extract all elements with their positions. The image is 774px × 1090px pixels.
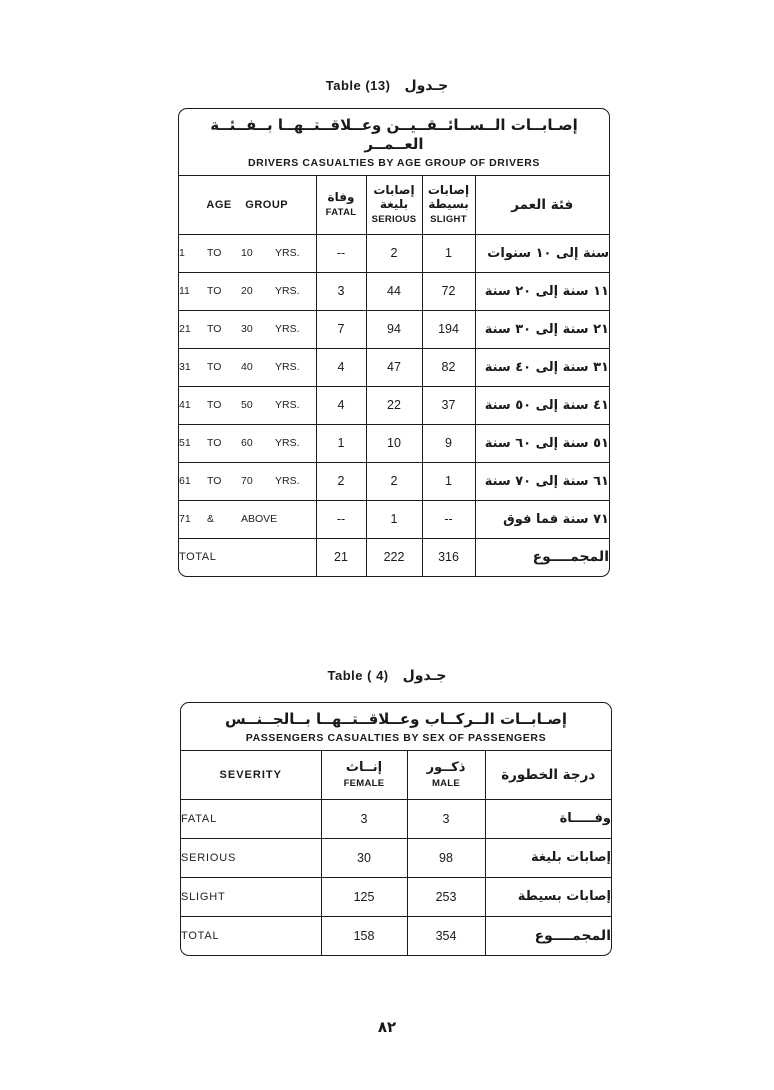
female-count-cell: 125 — [321, 877, 407, 916]
passengers-table-title-english: PASSENGERS CASUALTIES BY SEX OF PASSENGERS — [245, 731, 547, 744]
female-count-cell: 30 — [321, 838, 407, 877]
drivers-table-title-arabic: إصـابــات الــســائــقــيــن وعــلاقــتــهــا بــفــئــة العــمــر — [210, 116, 578, 153]
total-female-cell: 158 — [321, 916, 407, 955]
age-group-arabic-column-header: فئة العمر — [475, 176, 609, 235]
drivers-table-caption-arabic: جـدول — [404, 78, 449, 94]
female-header-english: FEMALE — [343, 777, 385, 789]
table-row — [181, 799, 611, 838]
male-header-arabic: ذكــور — [426, 759, 466, 775]
total-serious-cell: 222 — [366, 538, 422, 576]
total-male-cell: 354 — [407, 916, 485, 955]
severity-cell: FATAL — [181, 799, 321, 838]
passengers-table-title-arabic: إصـابــات الــركــاب وعــلاقــتــهــا بــالجــنــس — [225, 710, 567, 728]
age-range-arabic-cell: ٣١ سنة إلى ٤٠ سنة — [475, 348, 609, 386]
total-row — [181, 916, 611, 955]
passengers-casualties-table — [180, 702, 612, 956]
severity-arabic-cell: إصابات بليغة — [485, 838, 611, 877]
fatal-count-cell: 4 — [316, 386, 366, 424]
age-range-arabic-cell: ٦١ سنة إلى ٧٠ سنة — [475, 462, 609, 500]
age-range-arabic-cell: ٢١ سنة إلى ٣٠ سنة — [475, 310, 609, 348]
age-range-cell: 1 TO 10 YRS. — [179, 234, 316, 272]
slight-column-header — [422, 176, 475, 235]
total-label-arabic-cell: المجمــــوع — [532, 549, 609, 565]
total-label-cell: TOTAL — [179, 538, 316, 576]
female-header-arabic: إنــاث — [345, 759, 383, 775]
total-slight-cell: 316 — [422, 538, 475, 576]
age-range-cell: 61 TO 70 YRS. — [179, 462, 316, 500]
table-row — [179, 234, 609, 272]
slight-count-cell: -- — [422, 500, 475, 538]
fatal-header-arabic: وفاة — [327, 190, 355, 205]
age-range-arabic-cell: سنة إلى ١٠ سنوات — [475, 234, 609, 272]
fatal-column-header — [316, 176, 366, 235]
serious-count-cell: 22 — [366, 386, 422, 424]
slight-count-cell: 1 — [422, 462, 475, 500]
severity-cell: SLIGHT — [181, 877, 321, 916]
age-range-cell: 71 & ABOVE — [179, 500, 316, 538]
slight-count-cell: 9 — [422, 424, 475, 462]
table-row — [181, 838, 611, 877]
total-label-arabic-cell: المجمــــوع — [534, 927, 611, 944]
severity-column-header: SEVERITY — [181, 751, 321, 800]
slight-count-cell: 72 — [422, 272, 475, 310]
male-column-header — [407, 751, 485, 800]
serious-count-cell: 2 — [366, 462, 422, 500]
age-range-cell: 21 TO 30 YRS. — [179, 310, 316, 348]
male-count-cell: 98 — [407, 838, 485, 877]
male-count-cell: 3 — [407, 799, 485, 838]
drivers-table-grid — [179, 176, 609, 576]
age-range-cell: 41 TO 50 YRS. — [179, 386, 316, 424]
passengers-table-title-block — [181, 703, 611, 751]
drivers-table-title-english: DRIVERS CASUALTIES BY AGE GROUP OF DRIVERS — [247, 156, 541, 169]
age-group-column-header: AGE GROUP — [179, 176, 316, 235]
male-header-english: MALE — [431, 777, 461, 789]
passengers-table-grid — [181, 751, 611, 955]
serious-count-cell: 10 — [366, 424, 422, 462]
slight-count-cell: 37 — [422, 386, 475, 424]
drivers-table-caption — [0, 78, 774, 94]
table-row — [179, 348, 609, 386]
serious-count-cell: 47 — [366, 348, 422, 386]
slight-header-english: SLIGHT — [430, 213, 467, 225]
fatal-header-english: FATAL — [325, 206, 357, 218]
passengers-table-caption — [0, 668, 774, 684]
serious-count-cell: 1 — [366, 500, 422, 538]
fatal-count-cell: -- — [316, 500, 366, 538]
serious-count-cell: 94 — [366, 310, 422, 348]
drivers-header-row — [179, 176, 609, 235]
drivers-table-caption-english: Table (13) — [325, 78, 391, 93]
drivers-casualties-table — [178, 108, 610, 577]
male-count-cell: 253 — [407, 877, 485, 916]
fatal-count-cell: 7 — [316, 310, 366, 348]
serious-count-cell: 44 — [366, 272, 422, 310]
age-range-cell: 31 TO 40 YRS. — [179, 348, 316, 386]
severity-cell: SERIOUS — [181, 838, 321, 877]
age-range-cell: 11 TO 20 YRS. — [179, 272, 316, 310]
age-range-arabic-cell: ١١ سنة إلى ٢٠ سنة — [475, 272, 609, 310]
serious-header-english: SERIOUS — [371, 213, 417, 225]
severity-arabic-column-header: درجة الخطورة — [485, 751, 611, 800]
female-count-cell: 3 — [321, 799, 407, 838]
severity-arabic-cell: إصابات بسيطة — [485, 877, 611, 916]
table-row — [179, 386, 609, 424]
serious-count-cell: 2 — [366, 234, 422, 272]
table-row — [179, 424, 609, 462]
serious-header-arabic: إصابات بليغة — [373, 183, 415, 211]
passengers-header-row — [181, 751, 611, 800]
slight-count-cell: 82 — [422, 348, 475, 386]
slight-header-arabic: إصابات بسيطة — [427, 183, 470, 211]
page-number: ٨٢ — [377, 1018, 397, 1036]
total-row — [179, 538, 609, 576]
slight-count-cell: 194 — [422, 310, 475, 348]
age-range-cell: 51 TO 60 YRS. — [179, 424, 316, 462]
table-row — [181, 877, 611, 916]
table-row — [179, 272, 609, 310]
age-range-arabic-cell: ٧١ سنة فما فوق — [475, 500, 609, 538]
age-range-arabic-cell: ٥١ سنة إلى ٦٠ سنة — [475, 424, 609, 462]
fatal-count-cell: 3 — [316, 272, 366, 310]
fatal-count-cell: 2 — [316, 462, 366, 500]
fatal-count-cell: 1 — [316, 424, 366, 462]
table-row — [179, 462, 609, 500]
total-fatal-cell: 21 — [316, 538, 366, 576]
slight-count-cell: 1 — [422, 234, 475, 272]
severity-arabic-cell: وفـــــاة — [485, 799, 611, 838]
drivers-table-title-block — [179, 109, 609, 176]
age-range-arabic-cell: ٤١ سنة إلى ٥٠ سنة — [475, 386, 609, 424]
total-label-cell: TOTAL — [181, 916, 321, 955]
fatal-count-cell: 4 — [316, 348, 366, 386]
fatal-count-cell: -- — [316, 234, 366, 272]
serious-column-header — [366, 176, 422, 235]
passengers-table-caption-english: Table ( 4) — [327, 668, 389, 683]
table-row — [179, 310, 609, 348]
female-column-header — [321, 751, 407, 800]
table-row — [179, 500, 609, 538]
passengers-table-caption-arabic: جـدول — [402, 668, 447, 684]
